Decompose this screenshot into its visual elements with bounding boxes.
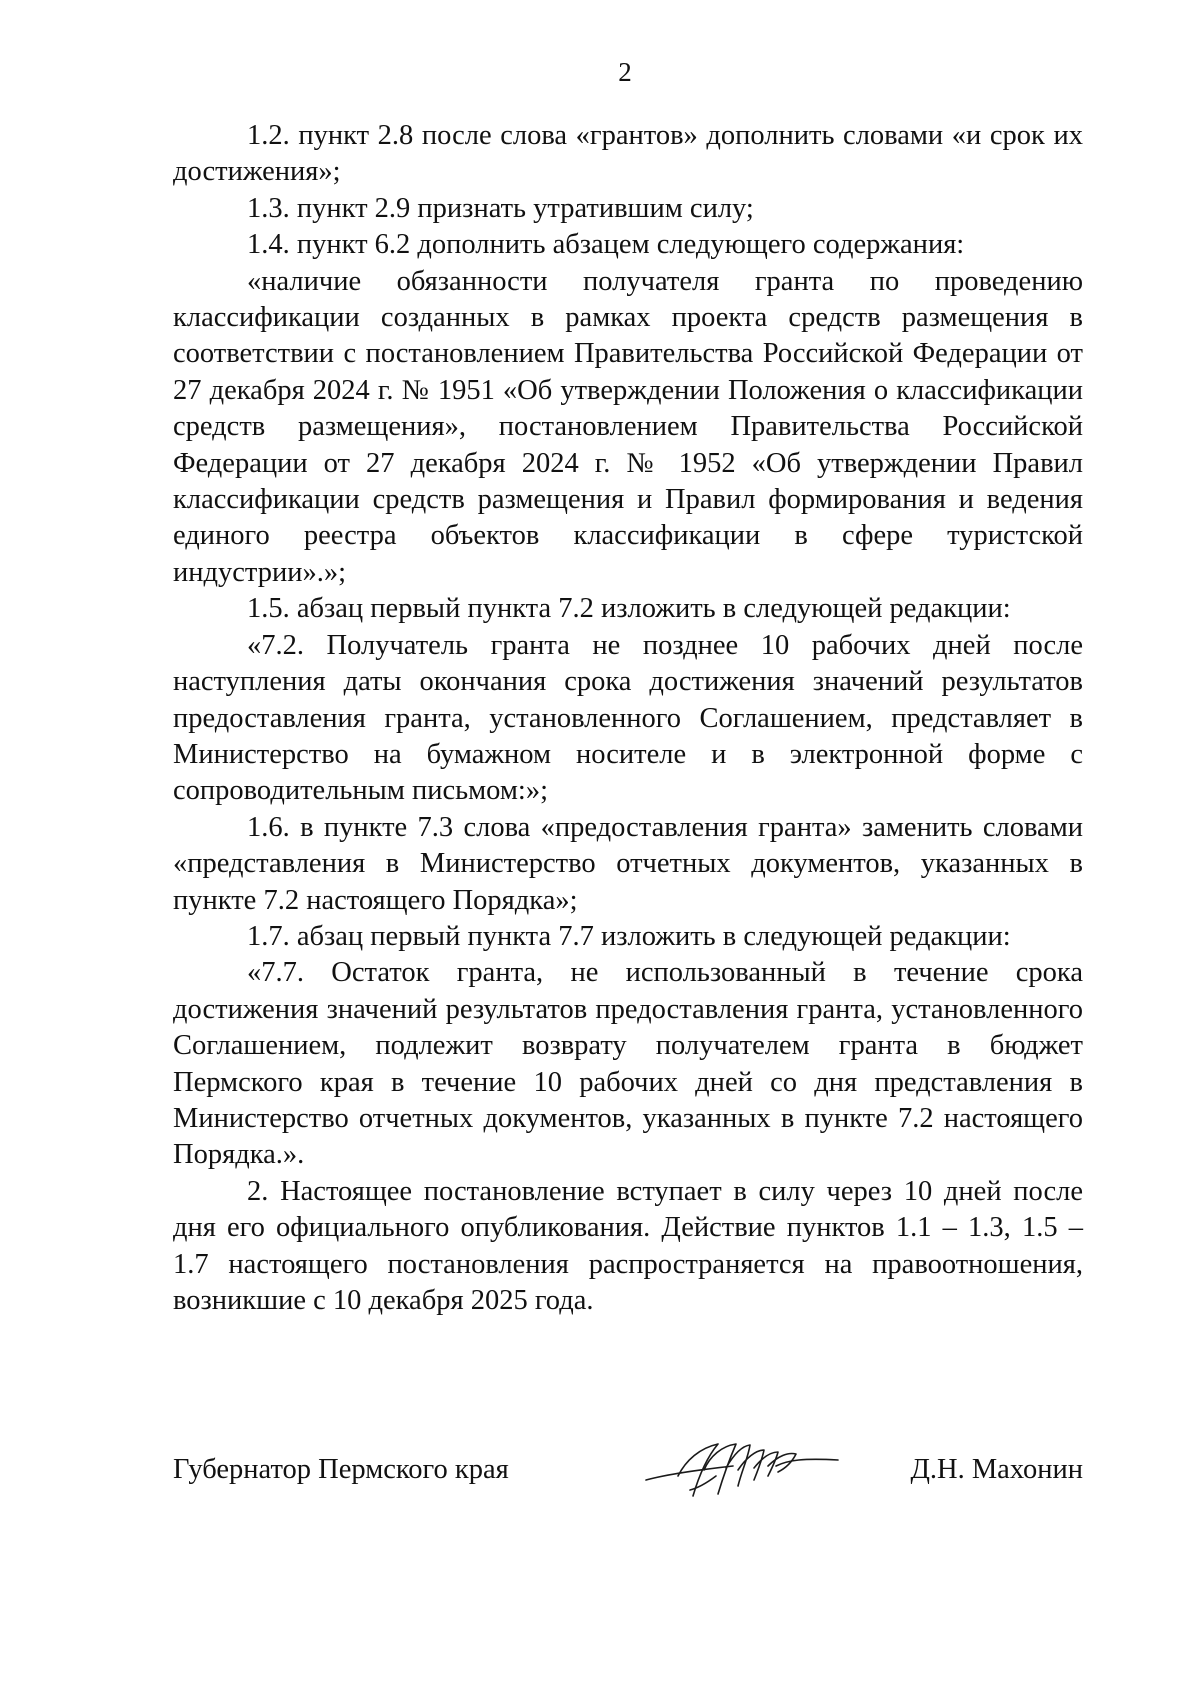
paragraph-1-6: 1.6. в пункте 7.3 слова «предоставления гранта» заменить словами «представления в Министерство отчетных документов, указанных в пункте 7.2 настоящего Порядка»;: [173, 811, 1083, 916]
signature-block: [173, 1452, 1083, 1512]
paragraph-1-2: 1.2. пункт 2.8 после слова «грантов» дополнить словами «и срок их достижения»;: [173, 120, 1083, 188]
document-body: [173, 118, 1083, 1319]
quoted-paragraph-6-2: «наличие обязанности получателя гранта по проведению классификации созданных в рамках проекта средств размещения в соответствии с постановлением Правительства Российской Федерации от 27 декабря 2024 г. № 1951 «Об утверждении Положения о классификации средств размещения», постановлением Правительства Российской Федерации от 27 декабря 2024 г. № 1952 «Об утверждении Правил классификации средств размещения и Правил формирования и ведения единого реестра объектов классификации в сфере туристской индустрии».»;: [173, 265, 1083, 588]
handwritten-signature: [638, 1430, 848, 1510]
paragraph-1-3: 1.3. пункт 2.9 признать утратившим силу;: [247, 192, 754, 224]
paragraph-1-7: 1.7. абзац первый пункта 7.7 изложить в следующей редакции:: [247, 920, 1011, 952]
signatory-name: Д.Н. Махонин: [910, 1454, 1083, 1485]
paragraph-1-4: 1.4. пункт 6.2 дополнить абзацем следующего содержания:: [247, 229, 965, 261]
page-number: 2: [618, 57, 632, 87]
quoted-paragraph-7-7: «7.7. Остаток гранта, не использованный в течение срока достижения значений результатов предоставления гранта, установленного Соглашением, подлежит возврату получателем гранта в бюджет Пермского края в течение 10 рабочих дней со дня представления в Министерство отчетных документов, указанных в пункте 7.2 настоящего Порядка.».: [173, 957, 1083, 1171]
paragraph-1-5: 1.5. абзац первый пункта 7.2 изложить в следующей редакции:: [247, 593, 1011, 625]
signatory-position: Губернатор Пермского края: [173, 1454, 509, 1485]
paragraph-2-effective-date: 2. Настоящее постановление вступает в силу через 10 дней после дня его официального опубликования. Действие пунктов 1.1 – 1.3, 1.5 – 1.7 настоящего постановления распространяется на правоотношения, возникшие с 10 декабря 2025 года.: [173, 1175, 1083, 1316]
quoted-paragraph-7-2: «7.2. Получатель гранта не позднее 10 рабочих дней после наступления даты окончания срока достижения значений результатов предоставления гранта, установленного Соглашением, представляет в Министерство на бумажном носителе и в электронной форме с сопроводительным письмом:»;: [173, 629, 1083, 807]
